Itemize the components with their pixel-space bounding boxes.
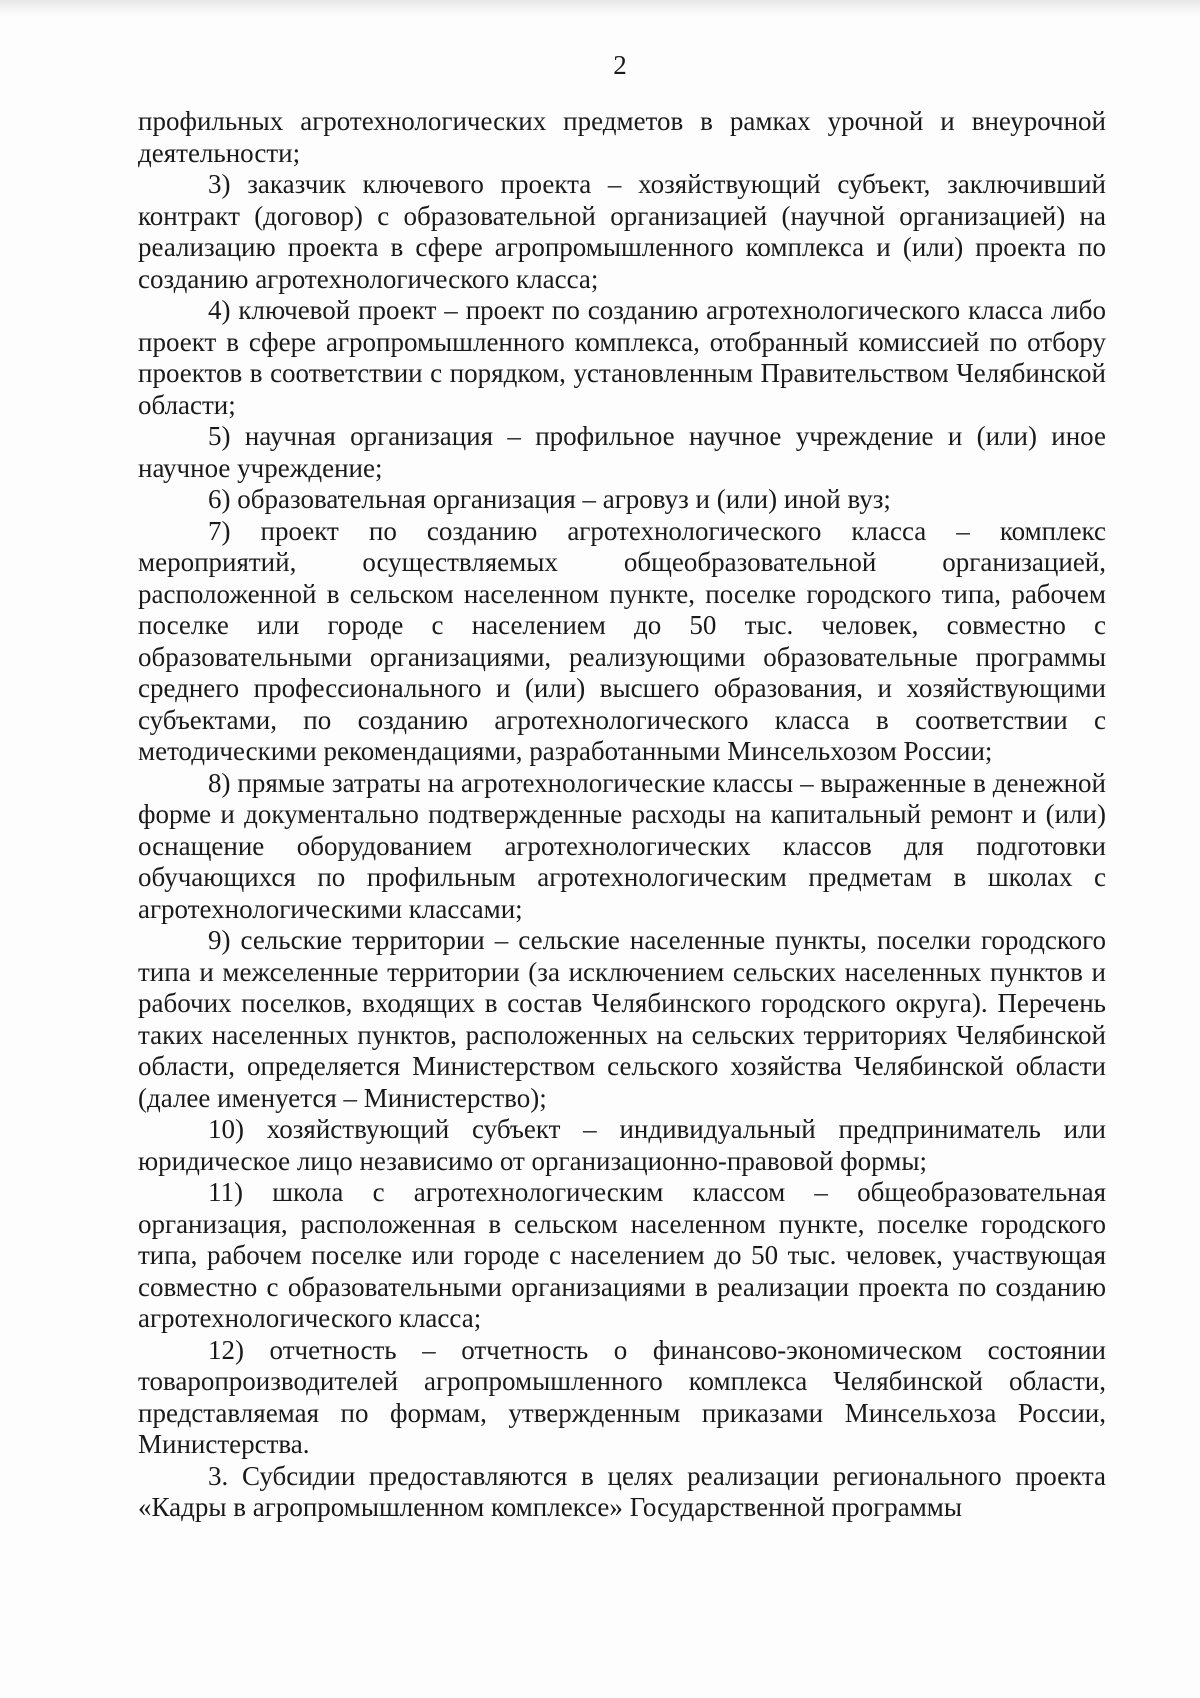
page-number: 2 <box>613 50 627 80</box>
paragraph-continuation: профильных агротехнологических предметов в рамках урочной и внеурочной деятельности; <box>138 106 1106 168</box>
paragraph-item-7: 7) проект по созданию агротехнологического класса – комплекс мероприятий, осуществляемых общеобразовательной организацией, расположенной в сельском населенном пункте, поселке городского типа, рабочем поселке или городе с населением до 50 тыс. человек, совместно с образовательными организациями, реализующими образовательные программы среднего профессионального и (или) высшего образования, и хозяйствующими субъектами, по созданию агротехнологического класса в соответствии с методическими рекомендациями, разработанными Минсельхозом России; <box>138 515 1106 766</box>
paragraph-item-6: 6) образовательная организация – агровуз и (или) иной вуз; <box>208 484 891 514</box>
paragraph-item-3: 3) заказчик ключевого проекта – хозяйствующий субъект, заключивший контракт (договор) с образовательной организацией (научной организацией) на реализацию проекта в сфере агропромышленного комплекса и (или) проекта по созданию агротехнологического класса; <box>138 169 1106 294</box>
paragraph-item-9: 9) сельские территории – сельские населенные пункты, поселки городского типа и межселенные территории (за исключением сельских населенных пунктов и рабочих поселков, входящих в состав Челябинского городского округа). Перечень таких населенных пунктов, расположенных на сельских территориях Челябинской области, определяется Министерством сельского хозяйства Челябинской области (далее именуется – Министерство); <box>138 925 1106 1113</box>
paragraph-section-3: 3. Субсидии предоставляются в целях реализации регионального проекта «Кадры в агропромышленном комплексе» Государственной программы <box>138 1460 1106 1522</box>
paragraph-item-10: 10) хозяйствующий субъект – индивидуальный предприниматель или юридическое лицо независимо от организационно-правовой формы; <box>138 1114 1106 1176</box>
paragraph-item-5: 5) научная организация – профильное научное учреждение и (или) иное научное учреждение; <box>138 421 1106 483</box>
body-text <box>138 106 1106 1524</box>
paragraph-item-8: 8) прямые затраты на агротехнологические классы – выраженные в денежной форме и документально подтвержденные расходы на капитальный ремонт и (или) оснащение оборудованием агротехнологических классов для подготовки обучающихся по профильным агротехнологическим предметам в школах с агротехнологическими классами; <box>138 767 1106 924</box>
scan-edge <box>0 0 1200 18</box>
paragraph-item-11: 11) школа с агротехнологическим классом – общеобразовательная организация, расположенная в сельском населенном пункте, поселке городского типа, рабочем поселке или городе с населением до 50 тыс. человек, участвующая совместно с образовательными организациями в реализации проекта по созданию агротехнологического класса; <box>138 1177 1106 1333</box>
paragraph-item-4: 4) ключевой проект – проект по созданию агротехнологического класса либо проект в сфере агропромышленного комплекса, отобранный комиссией по отбору проектов в соответствии с порядком, установленным Правительством Челябинской области; <box>138 295 1106 420</box>
paragraph-item-12: 12) отчетность – отчетность о финансово-экономическом состоянии товаропроизводителей агропромышленного комплекса Челябинской области, представляемая по формам, утвержденным приказами Минсельхоза России, Министерства. <box>138 1334 1106 1459</box>
